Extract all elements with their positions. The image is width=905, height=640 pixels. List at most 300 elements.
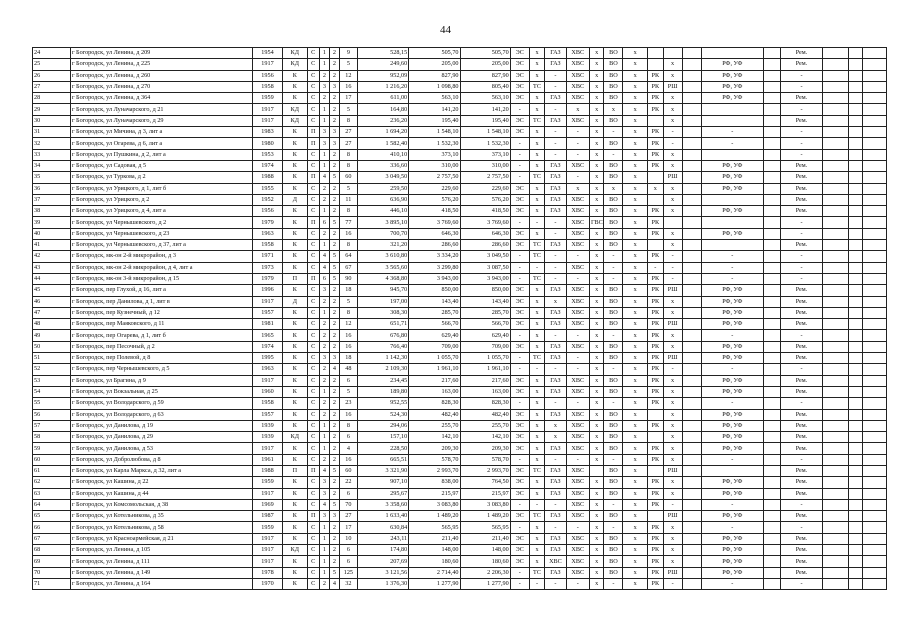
table-cell: - bbox=[780, 149, 822, 160]
table-cell: 148,00 bbox=[409, 545, 460, 556]
table-cell: Рем. bbox=[780, 285, 822, 296]
table-cell: 336,60 bbox=[357, 160, 408, 171]
table-cell: КД bbox=[283, 115, 308, 126]
table-cell: х bbox=[529, 341, 545, 352]
table-cell: ХВС bbox=[566, 341, 589, 352]
table-cell: х bbox=[663, 70, 682, 81]
table-cell bbox=[682, 398, 701, 409]
address-cell: г Богородск, ул Пушкина, д 2, лит а bbox=[70, 149, 252, 160]
table-cell: х bbox=[623, 183, 648, 194]
table-cell: РК bbox=[647, 307, 663, 318]
table-cell: 1917 bbox=[252, 115, 282, 126]
table-cell: - bbox=[780, 499, 822, 510]
table-cell: х bbox=[623, 138, 648, 149]
table-cell: Д bbox=[283, 194, 308, 205]
table-cell: 418,50 bbox=[409, 206, 460, 217]
table-cell: К bbox=[283, 353, 308, 364]
table-cell: - bbox=[545, 273, 566, 284]
table-cell: РК bbox=[647, 70, 663, 81]
table-cell: 2 bbox=[329, 104, 339, 115]
table-cell: - bbox=[701, 138, 764, 149]
table-cell: 709,00 bbox=[460, 341, 510, 352]
table-cell: 1956 bbox=[252, 206, 282, 217]
table-cell: 236,20 bbox=[357, 115, 408, 126]
table-cell: 1963 bbox=[252, 228, 282, 239]
table-cell: х bbox=[623, 194, 648, 205]
table-cell: С bbox=[307, 499, 319, 510]
table-cell: РК bbox=[647, 477, 663, 488]
table-cell: - bbox=[701, 364, 764, 375]
table-cell: х bbox=[663, 409, 682, 420]
table-cell: 651,71 bbox=[357, 319, 408, 330]
table-cell: К bbox=[283, 511, 308, 522]
table-cell: 2 bbox=[329, 228, 339, 239]
table-cell: 6 bbox=[319, 273, 329, 284]
table-cell: - bbox=[566, 578, 589, 589]
table-cell: К bbox=[283, 443, 308, 454]
table-cell bbox=[863, 488, 887, 499]
table-row bbox=[33, 93, 887, 104]
address-cell: г Богородск, ул Ленина, д 149 bbox=[70, 567, 252, 578]
table-cell bbox=[764, 398, 781, 409]
table-cell: 6 bbox=[319, 217, 329, 228]
table-cell: 1 bbox=[319, 48, 329, 59]
table-cell: х bbox=[589, 183, 604, 194]
table-cell: К bbox=[283, 578, 308, 589]
table-cell: - bbox=[566, 149, 589, 160]
table-cell bbox=[764, 533, 781, 544]
table-cell bbox=[682, 285, 701, 296]
table-cell: С bbox=[307, 545, 319, 556]
table-cell: 2 bbox=[329, 522, 339, 533]
table-cell: х bbox=[529, 545, 545, 556]
table-cell bbox=[764, 194, 781, 205]
table-cell bbox=[823, 251, 849, 262]
table-cell: х bbox=[623, 70, 648, 81]
table-cell bbox=[848, 499, 863, 510]
table-cell: х bbox=[529, 488, 545, 499]
table-cell: П bbox=[307, 465, 319, 476]
row-number-cell: 48 bbox=[33, 319, 71, 330]
table-cell: х bbox=[589, 228, 604, 239]
table-cell: 3 083,80 bbox=[460, 499, 510, 510]
table-cell: ХВС bbox=[566, 217, 589, 228]
table-cell: ГАЗ bbox=[545, 386, 566, 397]
table-cell: - bbox=[604, 273, 623, 284]
table-cell: х bbox=[529, 285, 545, 296]
table-cell: 1 bbox=[319, 59, 329, 70]
table-row bbox=[33, 477, 887, 488]
table-cell bbox=[863, 454, 887, 465]
table-cell: 482,40 bbox=[409, 409, 460, 420]
row-number-cell: 66 bbox=[33, 522, 71, 533]
table-cell bbox=[823, 477, 849, 488]
table-cell bbox=[682, 217, 701, 228]
table-cell: 2 bbox=[329, 454, 339, 465]
table-cell: х bbox=[623, 465, 648, 476]
table-cell: РК bbox=[647, 545, 663, 556]
table-cell: ГАЗ bbox=[545, 341, 566, 352]
table-cell: - bbox=[701, 262, 764, 273]
address-cell: г Богородск, ул Ленина, д 164 bbox=[70, 578, 252, 589]
table-cell: Рем. bbox=[780, 59, 822, 70]
table-cell: ГАЗ bbox=[545, 533, 566, 544]
table-cell: - bbox=[566, 522, 589, 533]
table-cell: х bbox=[663, 330, 682, 341]
table-cell bbox=[589, 465, 604, 476]
table-cell: 766,40 bbox=[357, 341, 408, 352]
table-cell: ХВС bbox=[566, 420, 589, 431]
table-cell bbox=[848, 183, 863, 194]
table-cell bbox=[823, 454, 849, 465]
table-cell: х bbox=[589, 364, 604, 375]
address-cell: г Богородск, ул Володарского, д 59 bbox=[70, 398, 252, 409]
row-number-cell: 29 bbox=[33, 104, 71, 115]
table-cell: РФ, УФ bbox=[701, 228, 764, 239]
table-cell bbox=[823, 217, 849, 228]
table-cell bbox=[764, 285, 781, 296]
table-cell: К bbox=[283, 70, 308, 81]
table-cell: - bbox=[510, 398, 529, 409]
table-cell: х bbox=[589, 48, 604, 59]
table-cell: 1987 bbox=[252, 511, 282, 522]
table-cell: К bbox=[283, 138, 308, 149]
table-cell bbox=[764, 115, 781, 126]
table-cell bbox=[823, 375, 849, 386]
table-cell bbox=[682, 567, 701, 578]
table-cell: С bbox=[307, 578, 319, 589]
table-cell bbox=[863, 567, 887, 578]
table-row bbox=[33, 545, 887, 556]
table-cell: К bbox=[283, 454, 308, 465]
table-cell: 1988 bbox=[252, 172, 282, 183]
table-cell: х bbox=[589, 567, 604, 578]
table-cell: х bbox=[623, 375, 648, 386]
table-cell bbox=[764, 454, 781, 465]
table-cell: 27 bbox=[339, 511, 357, 522]
table-cell bbox=[848, 240, 863, 251]
row-number-cell: 51 bbox=[33, 353, 71, 364]
table-row bbox=[33, 511, 887, 522]
table-cell: 446,10 bbox=[357, 206, 408, 217]
table-cell: 295,67 bbox=[357, 488, 408, 499]
table-cell: С bbox=[307, 115, 319, 126]
table-cell: РФ, УФ bbox=[701, 386, 764, 397]
table-cell: - bbox=[566, 330, 589, 341]
table-cell: х bbox=[623, 59, 648, 70]
table-cell: 3 565,60 bbox=[357, 262, 408, 273]
table-cell: ХВС bbox=[566, 285, 589, 296]
table-cell: х bbox=[663, 398, 682, 409]
table-cell bbox=[823, 273, 849, 284]
row-number-cell: 45 bbox=[33, 285, 71, 296]
table-cell: 1 961,10 bbox=[409, 364, 460, 375]
table-cell: - bbox=[566, 353, 589, 364]
table-cell: х bbox=[589, 330, 604, 341]
table-cell: РШ bbox=[663, 172, 682, 183]
table-cell: К bbox=[283, 488, 308, 499]
table-cell: х bbox=[589, 386, 604, 397]
table-cell: х bbox=[589, 477, 604, 488]
table-cell: х bbox=[589, 443, 604, 454]
table-cell: 2 bbox=[329, 545, 339, 556]
table-cell: 148,00 bbox=[460, 545, 510, 556]
table-row bbox=[33, 420, 887, 431]
table-cell: - bbox=[701, 499, 764, 510]
address-cell: г Богородск, ул Кашина, д 44 bbox=[70, 488, 252, 499]
table-cell: Рем. bbox=[780, 307, 822, 318]
table-cell: С bbox=[307, 420, 319, 431]
table-cell: ГАЗ bbox=[545, 285, 566, 296]
table-cell: - bbox=[545, 149, 566, 160]
table-cell: 3 087,50 bbox=[460, 262, 510, 273]
table-row bbox=[33, 70, 887, 81]
table-cell: 229,60 bbox=[460, 183, 510, 194]
table-cell: 2 bbox=[329, 443, 339, 454]
table-cell: 1978 bbox=[252, 567, 282, 578]
table-cell: 528,15 bbox=[357, 48, 408, 59]
table-cell: Рем. bbox=[780, 545, 822, 556]
table-cell: ЭС bbox=[510, 59, 529, 70]
table-cell: х bbox=[623, 81, 648, 92]
table-cell bbox=[863, 319, 887, 330]
table-cell: 2 bbox=[329, 533, 339, 544]
table-cell: 23 bbox=[339, 398, 357, 409]
table-cell: 1 582,40 bbox=[357, 138, 408, 149]
table-cell bbox=[823, 545, 849, 556]
table-cell: х bbox=[623, 296, 648, 307]
table-cell bbox=[764, 522, 781, 533]
table-cell: РФ, УФ bbox=[701, 81, 764, 92]
table-cell bbox=[823, 70, 849, 81]
table-cell: ВО bbox=[604, 353, 623, 364]
table-cell: 1959 bbox=[252, 477, 282, 488]
table-cell: х bbox=[529, 296, 545, 307]
table-cell: 6 bbox=[339, 545, 357, 556]
table-cell: 195,40 bbox=[409, 115, 460, 126]
table-cell: - bbox=[647, 262, 663, 273]
row-number-cell: 24 bbox=[33, 48, 71, 59]
table-cell: РК bbox=[647, 217, 663, 228]
table-cell: ХВС bbox=[566, 194, 589, 205]
table-cell: 3 334,20 bbox=[409, 251, 460, 262]
table-cell: РФ, УФ bbox=[701, 307, 764, 318]
table-cell: 764,50 bbox=[460, 477, 510, 488]
address-cell: г Богородск, ул Котельникова, д 35 bbox=[70, 511, 252, 522]
table-cell: - bbox=[780, 104, 822, 115]
table-cell: РШ bbox=[663, 81, 682, 92]
table-cell: РФ, УФ bbox=[701, 296, 764, 307]
table-cell bbox=[663, 217, 682, 228]
table-cell: 259,50 bbox=[357, 183, 408, 194]
table-cell bbox=[823, 420, 849, 431]
table-cell bbox=[863, 70, 887, 81]
table-cell: 1 bbox=[319, 443, 329, 454]
table-cell: х bbox=[545, 420, 566, 431]
table-cell: 286,60 bbox=[460, 240, 510, 251]
table-cell: 3 895,10 bbox=[357, 217, 408, 228]
table-cell: х bbox=[589, 454, 604, 465]
table-cell: - bbox=[545, 499, 566, 510]
table-cell bbox=[764, 70, 781, 81]
row-number-cell: 43 bbox=[33, 262, 71, 273]
table-cell: - bbox=[604, 454, 623, 465]
row-number-cell: 50 bbox=[33, 341, 71, 352]
row-number-cell: 42 bbox=[33, 251, 71, 262]
table-cell bbox=[848, 307, 863, 318]
table-cell: 2 bbox=[329, 432, 339, 443]
table-cell bbox=[848, 488, 863, 499]
table-cell bbox=[848, 353, 863, 364]
table-cell: ГАЗ bbox=[545, 545, 566, 556]
table-cell bbox=[863, 398, 887, 409]
table-cell: х bbox=[623, 443, 648, 454]
table-cell: К bbox=[283, 533, 308, 544]
table-cell bbox=[863, 556, 887, 567]
table-cell: ЭС bbox=[510, 81, 529, 92]
table-cell bbox=[682, 330, 701, 341]
table-cell: РК bbox=[647, 556, 663, 567]
table-cell: 524,30 bbox=[357, 409, 408, 420]
table-cell bbox=[823, 183, 849, 194]
table-cell: С bbox=[307, 522, 319, 533]
table-cell bbox=[764, 420, 781, 431]
table-row bbox=[33, 330, 887, 341]
table-row bbox=[33, 364, 887, 375]
table-cell: - bbox=[545, 522, 566, 533]
table-cell: 2 bbox=[319, 341, 329, 352]
table-cell: Рем. bbox=[780, 194, 822, 205]
table-cell bbox=[823, 488, 849, 499]
table-cell: 3 bbox=[319, 127, 329, 138]
table-cell: РФ, УФ bbox=[701, 172, 764, 183]
table-cell: х bbox=[529, 48, 545, 59]
table-cell bbox=[764, 104, 781, 115]
table-cell bbox=[863, 104, 887, 115]
address-cell: г Богородск, ул Садовая, д 5 bbox=[70, 160, 252, 171]
table-cell: х bbox=[589, 70, 604, 81]
table-cell: х bbox=[545, 432, 566, 443]
table-cell: х bbox=[623, 488, 648, 499]
table-cell: 3 049,50 bbox=[460, 251, 510, 262]
table-cell: 2 bbox=[319, 296, 329, 307]
table-cell: х bbox=[623, 567, 648, 578]
table-cell: 2 bbox=[319, 375, 329, 386]
table-cell: 2 bbox=[319, 228, 329, 239]
address-cell: г Богородск, ул Брагина, д 9 bbox=[70, 375, 252, 386]
table-cell: х bbox=[529, 556, 545, 567]
table-cell: - bbox=[545, 578, 566, 589]
table-cell bbox=[682, 432, 701, 443]
table-cell: ГАЗ bbox=[545, 194, 566, 205]
table-row bbox=[33, 375, 887, 386]
table-cell bbox=[848, 273, 863, 284]
row-number-cell: 58 bbox=[33, 432, 71, 443]
table-cell: ГАЗ bbox=[545, 409, 566, 420]
table-cell bbox=[823, 465, 849, 476]
table-cell: С bbox=[307, 319, 319, 330]
table-cell: - bbox=[529, 499, 545, 510]
table-cell: - bbox=[604, 398, 623, 409]
table-cell: ХВС bbox=[566, 70, 589, 81]
table-cell: ВО bbox=[604, 375, 623, 386]
table-cell: С bbox=[307, 488, 319, 499]
table-cell: х bbox=[589, 420, 604, 431]
table-cell bbox=[823, 330, 849, 341]
table-cell: - bbox=[780, 578, 822, 589]
table-cell bbox=[647, 59, 663, 70]
table-cell: ГАЗ bbox=[545, 160, 566, 171]
table-cell: - bbox=[780, 364, 822, 375]
table-cell: ГАЗ bbox=[545, 93, 566, 104]
table-cell: - bbox=[566, 273, 589, 284]
table-cell: 2 bbox=[319, 319, 329, 330]
table-cell: - bbox=[510, 273, 529, 284]
table-cell: С bbox=[307, 330, 319, 341]
table-cell bbox=[682, 194, 701, 205]
table-row bbox=[33, 465, 887, 476]
table-cell bbox=[701, 240, 764, 251]
table-cell: 646,30 bbox=[409, 228, 460, 239]
table-cell: - bbox=[545, 262, 566, 273]
address-cell: г Богородск, ул Урицкого, д 1, лит б bbox=[70, 183, 252, 194]
table-cell: К bbox=[283, 307, 308, 318]
table-cell: ЭС bbox=[510, 386, 529, 397]
table-cell: х bbox=[589, 194, 604, 205]
table-cell: 6 bbox=[339, 432, 357, 443]
table-cell: х bbox=[589, 545, 604, 556]
table-cell: - bbox=[701, 251, 764, 262]
row-number-cell: 59 bbox=[33, 443, 71, 454]
table-cell: - bbox=[566, 138, 589, 149]
table-cell: 5 bbox=[329, 465, 339, 476]
housing-register-table bbox=[32, 47, 887, 590]
table-cell bbox=[823, 48, 849, 59]
table-cell: - bbox=[566, 398, 589, 409]
table-cell: х bbox=[623, 477, 648, 488]
table-cell: ГАЗ bbox=[545, 183, 566, 194]
table-cell: С bbox=[307, 285, 319, 296]
table-cell: 1917 bbox=[252, 556, 282, 567]
table-cell bbox=[823, 172, 849, 183]
table-cell: - bbox=[529, 364, 545, 375]
table-cell: П bbox=[307, 511, 319, 522]
table-cell: 217,60 bbox=[460, 375, 510, 386]
table-cell: К bbox=[283, 160, 308, 171]
table-cell: ХВС bbox=[566, 499, 589, 510]
table-cell: Рем. bbox=[780, 409, 822, 420]
table-cell bbox=[682, 465, 701, 476]
table-cell bbox=[848, 533, 863, 544]
table-cell: ТС bbox=[529, 172, 545, 183]
table-cell bbox=[823, 578, 849, 589]
address-cell: г Богородск, пер Маяковского, д 11 bbox=[70, 319, 252, 330]
table-cell: х bbox=[589, 511, 604, 522]
table-cell: - bbox=[510, 454, 529, 465]
table-cell: 636,90 bbox=[357, 194, 408, 205]
table-cell: 209,30 bbox=[409, 443, 460, 454]
table-cell: 1 bbox=[319, 567, 329, 578]
table-cell: 827,90 bbox=[460, 70, 510, 81]
table-cell: С bbox=[307, 206, 319, 217]
row-number-cell: 67 bbox=[33, 533, 71, 544]
table-cell: - bbox=[545, 454, 566, 465]
table-cell: К bbox=[283, 206, 308, 217]
table-cell: х bbox=[529, 228, 545, 239]
table-cell: 2 bbox=[329, 296, 339, 307]
address-cell: г Богородск, пер Кузнечный, д 12 bbox=[70, 307, 252, 318]
table-cell: х bbox=[663, 454, 682, 465]
